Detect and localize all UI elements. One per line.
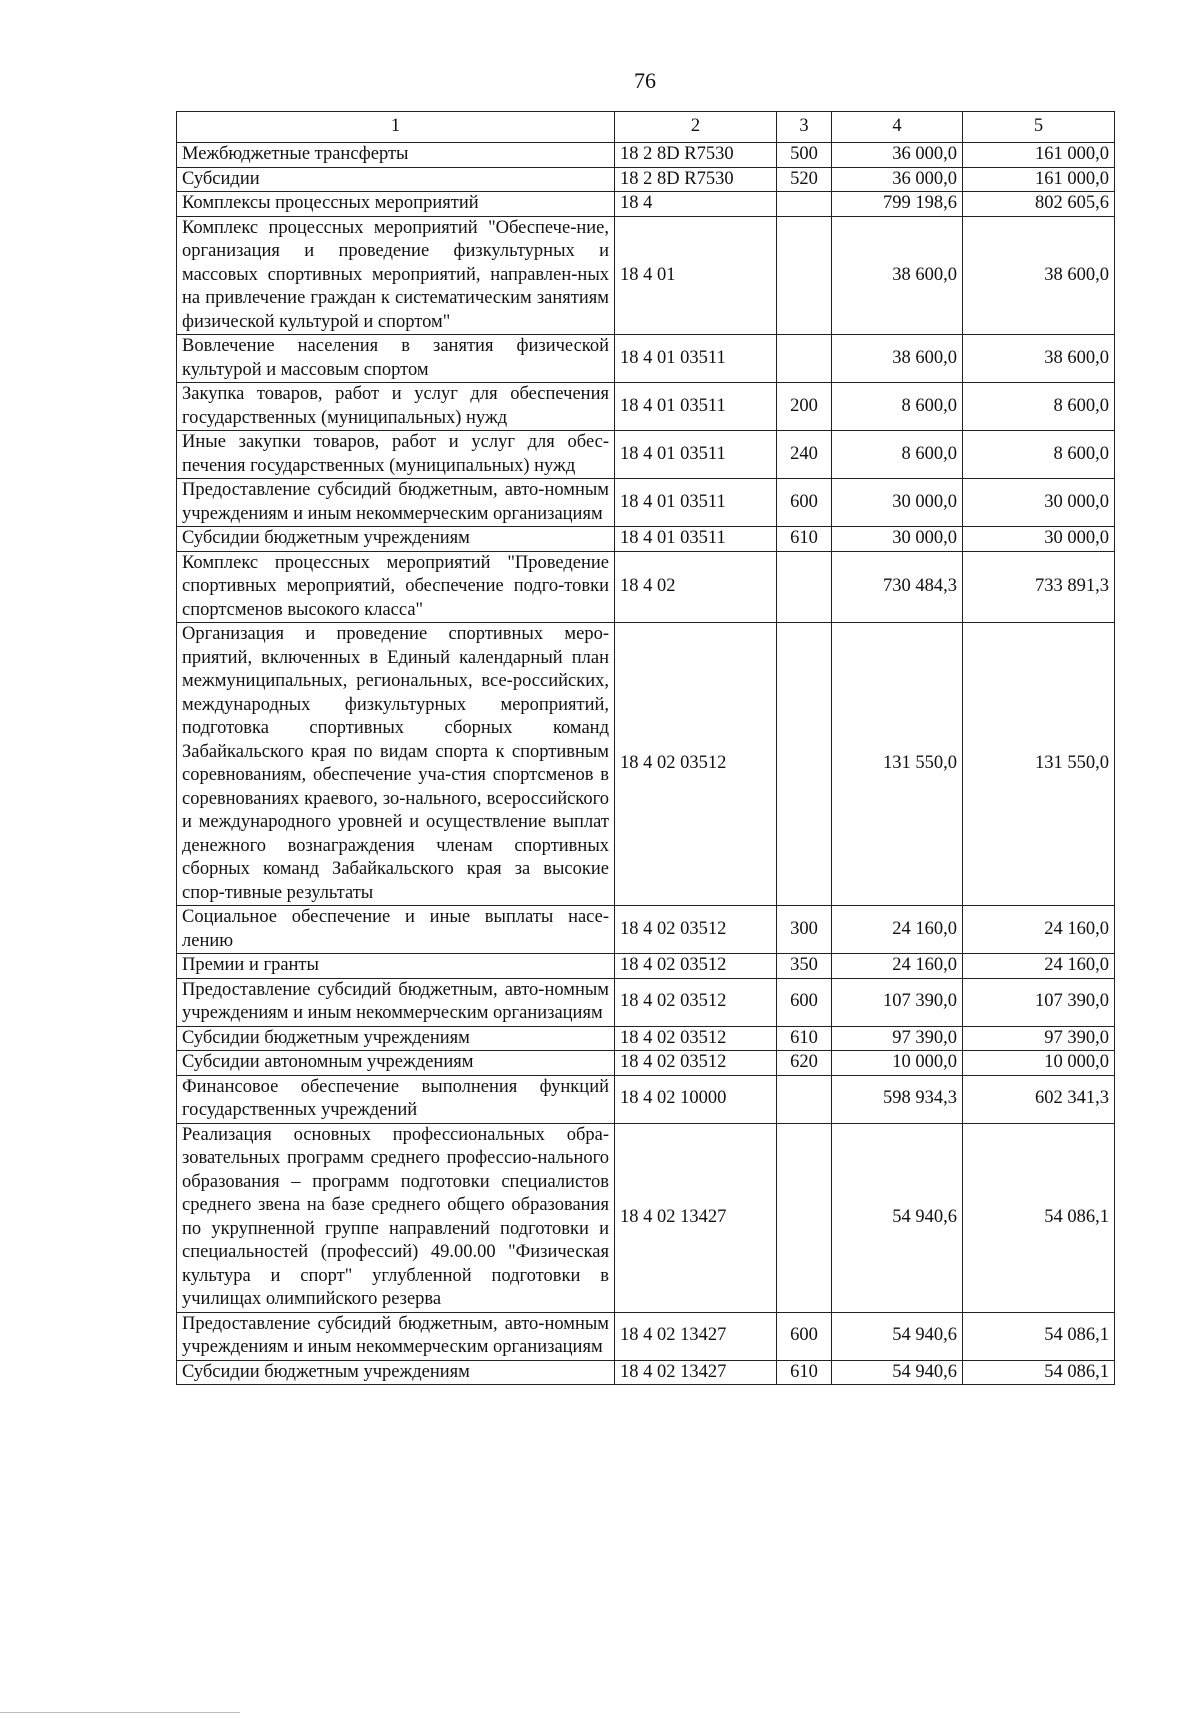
row-value-year1-cell: 38 600,0 [832, 216, 963, 335]
row-value-year1-cell: 36 000,0 [832, 167, 963, 192]
row-code-cell: 18 2 8D R7530 [615, 167, 777, 192]
row-code-cell: 18 4 01 [615, 216, 777, 335]
table-header-row [177, 112, 1115, 143]
row-name-cell: Предоставление субсидий бюджетным, авто-номным учреждениям и иным некоммерческим организациям [177, 479, 615, 527]
row-code-cell: 18 4 02 [615, 551, 777, 623]
row-name-cell: Организация и проведение спортивных меро-приятий, включенных в Единый календарный план межмуниципальных, региональных, все-российских, международных физкультурных мероприятий, подготовка спортивных сборных команд Забайкальского края по видам спорта к спортивным соревнованиям, обеспечение уча-стия спортсменов в соревнованиях краевого, зо-нального, всероссийского и международного уровней и осуществление выплат денежного вознаграждения членам спортивных сборных команд Забайкальского края за высокие спор-тивные результаты [177, 623, 615, 906]
row-name-cell: Премии и гранты [177, 954, 615, 979]
row-value-year1-cell: 598 934,3 [832, 1075, 963, 1123]
row-name-cell: Социальное обеспечение и иные выплаты насе-лению [177, 906, 615, 954]
table-row [177, 1312, 1115, 1360]
row-type-cell [777, 335, 832, 383]
row-name-cell: Финансовое обеспечение выполнения функций государственных учреждений [177, 1075, 615, 1123]
row-type-cell [777, 623, 832, 906]
row-value-year2-cell: 24 160,0 [963, 954, 1115, 979]
row-name-cell: Субсидии [177, 167, 615, 192]
row-name-cell: Иные закупки товаров, работ и услуг для обес-печения государственных (муниципальных) нужд [177, 431, 615, 479]
row-name-cell: Межбюджетные трансферты [177, 143, 615, 168]
row-type-cell: 200 [777, 383, 832, 431]
row-value-year2-cell: 54 086,1 [963, 1312, 1115, 1360]
row-name-cell: Комплексы процессных мероприятий [177, 192, 615, 217]
table-row [177, 527, 1115, 552]
table-row [177, 954, 1115, 979]
row-type-cell: 610 [777, 1026, 832, 1051]
table-row [177, 1360, 1115, 1385]
table-row [177, 1026, 1115, 1051]
row-code-cell: 18 4 02 03512 [615, 906, 777, 954]
row-type-cell: 300 [777, 906, 832, 954]
table-row [177, 143, 1115, 168]
row-code-cell: 18 4 02 13427 [615, 1123, 777, 1312]
row-value-year1-cell: 730 484,3 [832, 551, 963, 623]
row-type-cell: 610 [777, 1360, 832, 1385]
row-name-cell: Субсидии бюджетным учреждениям [177, 1360, 615, 1385]
row-name-cell: Вовлечение населения в занятия физической культурой и массовым спортом [177, 335, 615, 383]
row-value-year1-cell: 24 160,0 [832, 954, 963, 979]
column-header-5: 5 [963, 112, 1115, 143]
table-row [177, 1075, 1115, 1123]
row-code-cell: 18 4 02 03512 [615, 954, 777, 979]
row-type-cell [777, 192, 832, 217]
row-value-year2-cell: 161 000,0 [963, 143, 1115, 168]
row-value-year2-cell: 131 550,0 [963, 623, 1115, 906]
row-type-cell: 610 [777, 527, 832, 552]
table-row [177, 1123, 1115, 1312]
row-code-cell: 18 4 01 03511 [615, 335, 777, 383]
table-row [177, 431, 1115, 479]
row-code-cell: 18 4 02 03512 [615, 623, 777, 906]
row-value-year2-cell: 602 341,3 [963, 1075, 1115, 1123]
row-name-cell: Субсидии бюджетным учреждениям [177, 1026, 615, 1051]
row-value-year1-cell: 799 198,6 [832, 192, 963, 217]
table-row [177, 1051, 1115, 1076]
row-type-cell: 620 [777, 1051, 832, 1076]
budget-table [176, 111, 1115, 1385]
row-value-year2-cell: 24 160,0 [963, 906, 1115, 954]
row-value-year2-cell: 30 000,0 [963, 527, 1115, 552]
row-type-cell: 600 [777, 1312, 832, 1360]
row-code-cell: 18 4 02 03512 [615, 1026, 777, 1051]
row-value-year1-cell: 107 390,0 [832, 978, 963, 1026]
row-type-cell: 500 [777, 143, 832, 168]
table-row [177, 383, 1115, 431]
table-row [177, 192, 1115, 217]
table-row [177, 167, 1115, 192]
column-header-4: 4 [832, 112, 963, 143]
page-number: 76 [634, 68, 656, 93]
row-name-cell: Предоставление субсидий бюджетным, авто-номным учреждениям и иным некоммерческим организациям [177, 1312, 615, 1360]
table-row [177, 551, 1115, 623]
row-value-year2-cell: 161 000,0 [963, 167, 1115, 192]
row-value-year2-cell: 802 605,6 [963, 192, 1115, 217]
table-row [177, 906, 1115, 954]
row-type-cell: 520 [777, 167, 832, 192]
row-value-year2-cell: 54 086,1 [963, 1360, 1115, 1385]
row-value-year1-cell: 8 600,0 [832, 383, 963, 431]
row-value-year1-cell: 54 940,6 [832, 1360, 963, 1385]
row-name-cell: Субсидии автономным учреждениям [177, 1051, 615, 1076]
row-value-year1-cell: 36 000,0 [832, 143, 963, 168]
row-value-year2-cell: 733 891,3 [963, 551, 1115, 623]
table-row [177, 623, 1115, 906]
row-name-cell: Комплекс процессных мероприятий "Обеспече-ние, организация и проведение физкультурных и массовых спортивных мероприятий, направлен-ных на привлечение граждан к систематическим занятиям физической культурой и спортом" [177, 216, 615, 335]
row-code-cell: 18 4 01 03511 [615, 383, 777, 431]
row-name-cell: Комплекс процессных мероприятий "Проведение спортивных мероприятий, обеспечение подго-товки спортсменов высокого класса" [177, 551, 615, 623]
row-type-cell: 600 [777, 978, 832, 1026]
row-code-cell: 18 4 01 03511 [615, 479, 777, 527]
row-value-year1-cell: 97 390,0 [832, 1026, 963, 1051]
scan-edge-line [0, 1712, 240, 1713]
row-value-year2-cell: 38 600,0 [963, 335, 1115, 383]
row-value-year1-cell: 8 600,0 [832, 431, 963, 479]
row-value-year1-cell: 24 160,0 [832, 906, 963, 954]
row-code-cell: 18 4 02 13427 [615, 1312, 777, 1360]
row-code-cell: 18 2 8D R7530 [615, 143, 777, 168]
row-code-cell: 18 4 01 03511 [615, 431, 777, 479]
row-type-cell [777, 1123, 832, 1312]
row-name-cell: Реализация основных профессиональных обра-зовательных программ среднего профессио-нального образования – программ подготовки специалистов среднего звена на базе среднего общего образования по укрупненной группе направлений подготовки и специальностей (профессий) 49.00.00 "Физическая культура и спорт" углубленной подготовки в училищах олимпийского резерва [177, 1123, 615, 1312]
table-row [177, 216, 1115, 335]
row-value-year1-cell: 54 940,6 [832, 1123, 963, 1312]
column-header-1: 1 [177, 112, 615, 143]
row-name-cell: Субсидии бюджетным учреждениям [177, 527, 615, 552]
column-header-2: 2 [615, 112, 777, 143]
row-code-cell: 18 4 [615, 192, 777, 217]
row-code-cell: 18 4 02 03512 [615, 978, 777, 1026]
row-value-year2-cell: 8 600,0 [963, 431, 1115, 479]
row-value-year2-cell: 97 390,0 [963, 1026, 1115, 1051]
row-code-cell: 18 4 02 03512 [615, 1051, 777, 1076]
row-type-cell: 240 [777, 431, 832, 479]
row-value-year2-cell: 10 000,0 [963, 1051, 1115, 1076]
row-value-year2-cell: 30 000,0 [963, 479, 1115, 527]
row-value-year1-cell: 54 940,6 [832, 1312, 963, 1360]
row-value-year1-cell: 30 000,0 [832, 479, 963, 527]
row-code-cell: 18 4 02 10000 [615, 1075, 777, 1123]
table-row [177, 335, 1115, 383]
row-value-year2-cell: 8 600,0 [963, 383, 1115, 431]
row-name-cell: Предоставление субсидий бюджетным, авто-номным учреждениям и иным некоммерческим организациям [177, 978, 615, 1026]
table-row [177, 479, 1115, 527]
row-code-cell: 18 4 01 03511 [615, 527, 777, 552]
row-type-cell [777, 216, 832, 335]
row-value-year1-cell: 131 550,0 [832, 623, 963, 906]
row-type-cell [777, 551, 832, 623]
column-header-3: 3 [777, 112, 832, 143]
row-code-cell: 18 4 02 13427 [615, 1360, 777, 1385]
row-type-cell: 350 [777, 954, 832, 979]
row-value-year2-cell: 54 086,1 [963, 1123, 1115, 1312]
row-type-cell [777, 1075, 832, 1123]
row-value-year2-cell: 38 600,0 [963, 216, 1115, 335]
row-value-year1-cell: 10 000,0 [832, 1051, 963, 1076]
row-value-year2-cell: 107 390,0 [963, 978, 1115, 1026]
row-value-year1-cell: 38 600,0 [832, 335, 963, 383]
table-row [177, 978, 1115, 1026]
row-value-year1-cell: 30 000,0 [832, 527, 963, 552]
row-name-cell: Закупка товаров, работ и услуг для обеспечения государственных (муниципальных) нужд [177, 383, 615, 431]
row-type-cell: 600 [777, 479, 832, 527]
